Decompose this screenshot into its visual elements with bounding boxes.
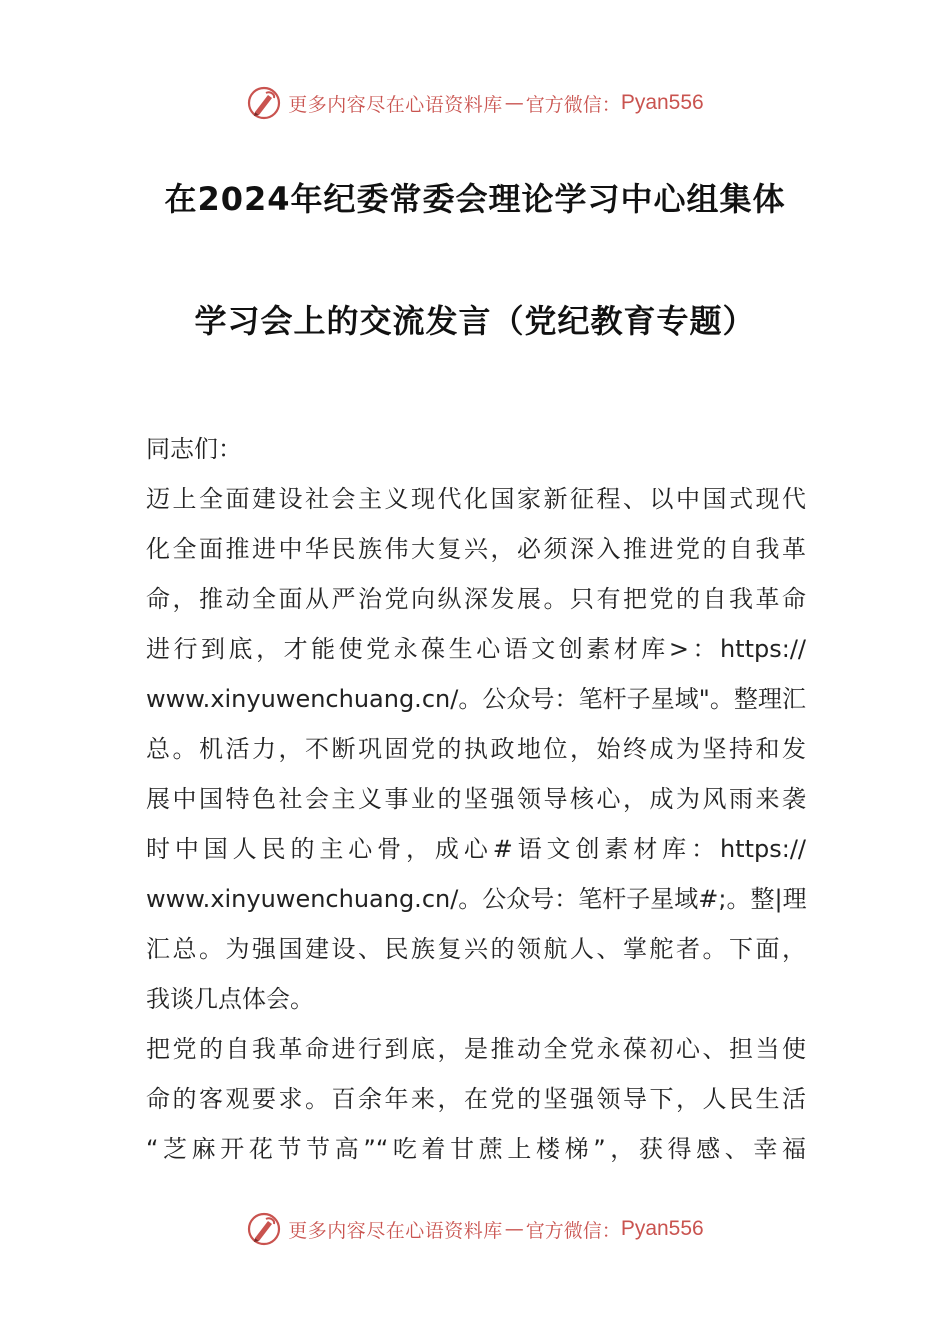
banner-wechat-label: 官方微信：: [525, 93, 621, 116]
banner-wechat-label: 官方微信：: [525, 1219, 621, 1242]
paragraph-line: 展中国特色社会主义事业的坚强领导核心，成为风雨来袭: [146, 785, 806, 813]
paragraph-line: 迈上全面建设社会主义现代化国家新征程、以中国式现代: [146, 485, 806, 513]
paragraph-line: www.xinyuwenchuang.cn/。公众号：笔杆子星域"。整理汇: [146, 685, 806, 713]
greeting: [146, 424, 806, 474]
paragraph-line: 总。机活力，不断巩固党的执政地位，始终成为坚持和发: [146, 735, 806, 763]
paragraph-line: 我谈几点体会。: [146, 985, 314, 1013]
paragraph-line: 时中国人民的主心骨，成心#语文创素材库：https://: [146, 835, 806, 863]
header-banner: [0, 83, 950, 123]
banner-slogan: 更多内容尽在心语资料库: [288, 93, 503, 116]
paragraph-line: 把党的自我革命进行到底，是推动全党永葆初心、担当使: [146, 1035, 806, 1063]
banner-wechat-id: Pyan556: [620, 1217, 704, 1240]
paragraph-line: 化全面推进中华民族伟大复兴，必须深入推进党的自我革: [146, 535, 806, 563]
pen-logo-icon: [246, 1211, 282, 1247]
paragraph-2: [146, 1024, 806, 1174]
paragraph-1: [146, 474, 806, 1024]
banner-separator: —: [504, 1218, 524, 1240]
banner-slogan: 更多内容尽在心语资料库: [288, 1219, 503, 1242]
paragraph-line: “芝麻开花节节高”“吃着甘蔗上楼梯”，获得感、幸福: [146, 1135, 806, 1163]
document-title-line-1: 在2024年纪委常委会理论学习中心组集体: [164, 180, 786, 218]
banner-separator: —: [504, 92, 524, 114]
document-title-line-2: 学习会上的交流发言（党纪教育专题）: [194, 302, 756, 340]
banner-wechat-id: Pyan556: [620, 91, 704, 114]
paragraph-line: 进行到底，才能使党永葆生心语文创素材库>：https://: [146, 635, 806, 663]
greeting-text: 同志们：: [146, 435, 242, 463]
pen-logo-icon: [246, 85, 282, 121]
paragraph-line: 汇总。为强国建设、民族复兴的领航人、掌舵者。下面，: [146, 935, 806, 963]
paragraph-line: 命的客观要求。百余年来，在党的坚强领导下，人民生活: [146, 1085, 806, 1113]
footer-banner: [0, 1209, 950, 1249]
paragraph-line: 命，推动全面从严治党向纵深发展。只有把党的自我革命: [146, 585, 806, 613]
paragraph-line: www.xinyuwenchuang.cn/。公众号：笔杆子星域#;。整|理: [146, 885, 807, 913]
